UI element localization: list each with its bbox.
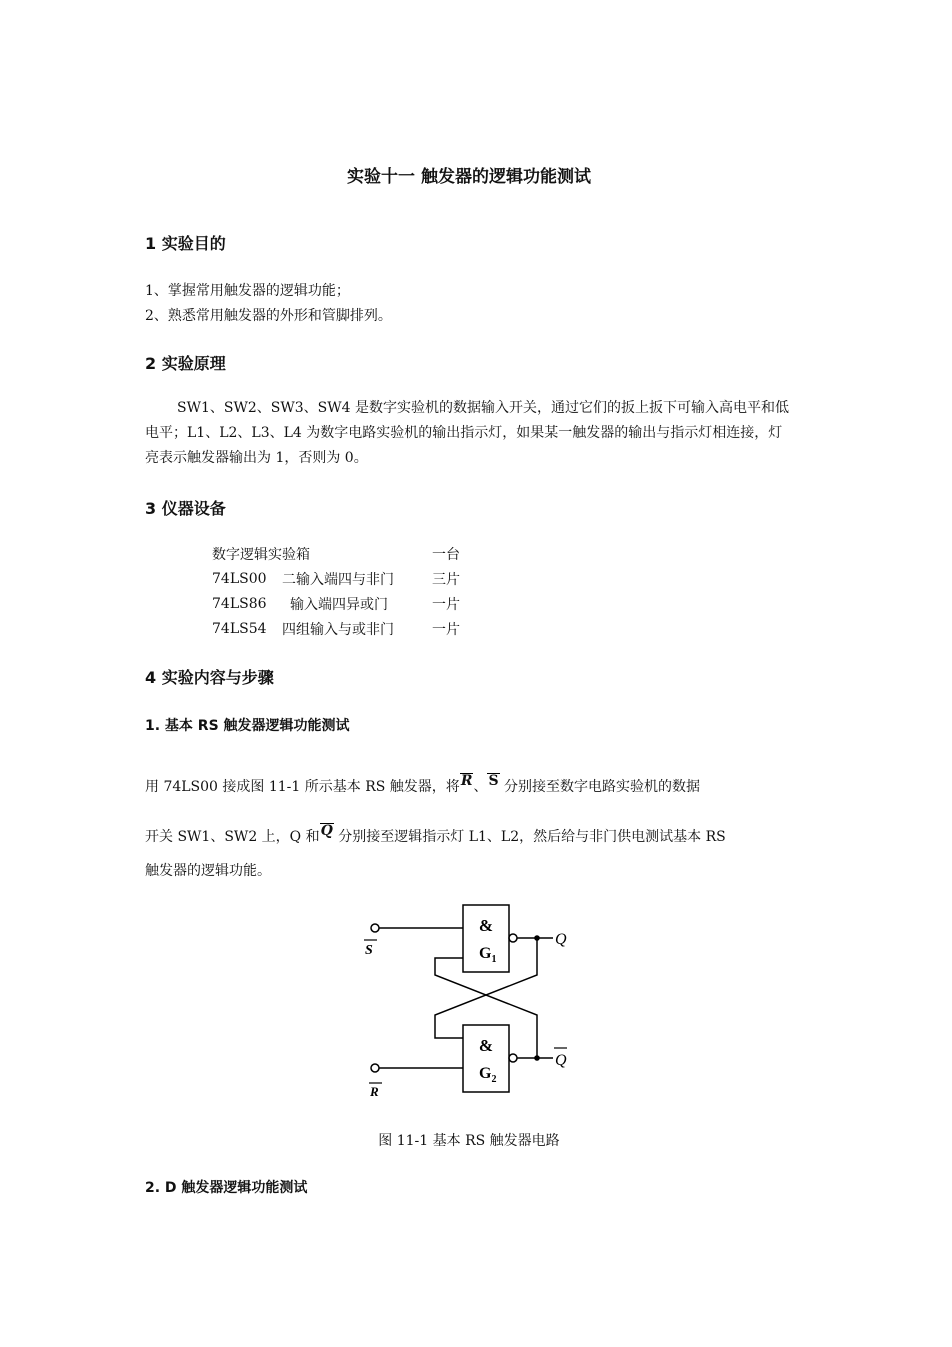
equipment-qty: 三片 <box>432 571 460 588</box>
equipment-desc: 四组输入与或非门 <box>282 621 394 638</box>
section-heading-purpose: 1 实验目的 <box>145 234 226 253</box>
g2-letter: G <box>479 1065 492 1082</box>
rs-flipflop-circuit-diagram <box>355 900 585 1110</box>
g1-and-symbol: & <box>478 916 494 935</box>
equipment-qty: 一片 <box>432 596 460 613</box>
r-bar-label: R <box>370 1084 379 1099</box>
step1-heading: 1. 基本 RS 触发器逻辑功能测试 <box>145 718 350 734</box>
step2-heading: 2. D 触发器逻辑功能测试 <box>145 1180 308 1196</box>
r-input-terminal <box>371 1064 379 1072</box>
g2-output-bubble <box>509 1054 517 1062</box>
q-junction-dot <box>534 935 540 941</box>
s-bar-symbol: S <box>488 773 499 789</box>
step1-text: 用 74LS00 接成图 11-1 所示基本 RS 触发器，将 <box>145 779 460 795</box>
equipment-name: 74LS54 <box>212 620 267 637</box>
equipment-desc: 输入端四异或门 <box>290 596 388 613</box>
g2-subscript: 2 <box>491 1074 497 1085</box>
figure-caption: 图 11-1 基本 RS 触发器电路 <box>378 1133 560 1149</box>
equipment-desc: 二输入端四与非门 <box>282 571 394 588</box>
q-bar-symbol: Q <box>320 823 333 839</box>
principle-paragraph: SW1、SW2、SW3、SW4 是数字实验机的数据输入开关，通过它们的扳上扳下可输入高电平和低电平；L1、L2、L3、L4 为数字电路实验机的输出指示灯，如果某一触发器的输出与指示灯相连接，灯亮表示触发器输出为 1，否则为 0。 <box>145 400 789 466</box>
equipment-row <box>212 566 468 591</box>
equipment-table <box>212 541 468 641</box>
qbar-junction-dot <box>534 1055 540 1061</box>
equipment-row <box>212 591 468 616</box>
g2-and-symbol: & <box>478 1036 494 1055</box>
separator: 、 <box>473 779 488 795</box>
equipment-row <box>212 541 468 566</box>
equipment-name: 74LS86 <box>212 595 267 612</box>
s-bar-label: S <box>365 943 373 958</box>
equipment-qty: 一台 <box>432 546 460 563</box>
r-bar-symbol: R <box>460 773 473 789</box>
page-title: 实验十一 触发器的逻辑功能测试 <box>347 167 591 187</box>
equipment-name: 数字逻辑实验箱 <box>212 546 310 563</box>
s-input-terminal <box>371 924 379 932</box>
step1-text: 分别接至数字电路实验机的数据 <box>504 779 701 795</box>
step1-text: 分别接至逻辑指示灯 L1、L2，然后给与非门供电测试基本 RS <box>338 829 726 845</box>
purpose-item: 2、熟悉常用触发器的外形和管脚排列。 <box>145 308 392 324</box>
g2-label <box>479 1065 496 1085</box>
g1-output-bubble <box>509 934 517 942</box>
q-output-label: Q <box>555 931 567 948</box>
step1-text: 开关 SW1、SW2 上，Q 和 <box>145 829 320 845</box>
step1-line-3: 触发器的逻辑功能。 <box>145 863 271 879</box>
g1-letter: G <box>479 945 492 962</box>
step1-line-2 <box>145 823 726 846</box>
equipment-name: 74LS00 <box>212 570 267 587</box>
g1-subscript: 1 <box>491 954 497 965</box>
equipment-qty: 一片 <box>432 621 460 638</box>
g1-label <box>479 945 496 965</box>
section-heading-principle: 2 实验原理 <box>145 354 226 373</box>
section-heading-steps: 4 实验内容与步骤 <box>145 668 274 687</box>
step1-line-1 <box>145 773 701 796</box>
section-heading-equipment: 3 仪器设备 <box>145 499 226 518</box>
purpose-item: 1、掌握常用触发器的逻辑功能； <box>145 283 350 299</box>
equipment-row <box>212 616 468 641</box>
qbar-output-label: Q <box>555 1052 567 1069</box>
